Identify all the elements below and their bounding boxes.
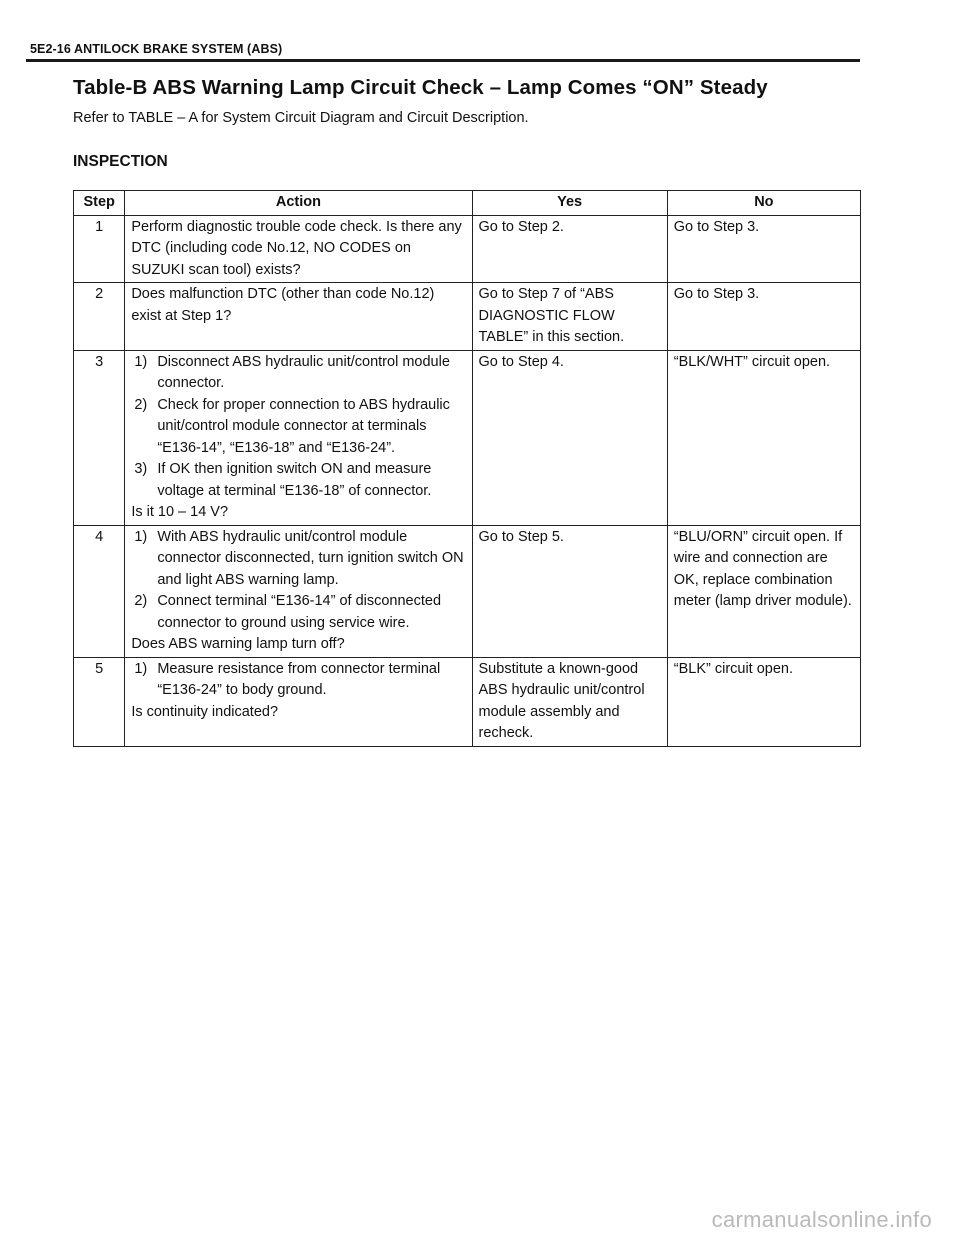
- step-number: 5: [74, 657, 125, 746]
- action-item: [131, 459, 466, 502]
- action-item: [131, 659, 466, 702]
- action-item: [131, 395, 466, 460]
- yes-cell: Go to Step 4.: [472, 350, 667, 525]
- watermark-link[interactable]: carmanualsonline.info: [711, 1207, 932, 1232]
- action-item-text: Disconnect ABS hydraulic unit/control module connector.: [157, 353, 450, 391]
- yes-cell: Go to Step 2.: [472, 215, 667, 283]
- action-item-number: 2): [134, 593, 148, 609]
- action-item-number: 1): [134, 353, 148, 370]
- page-title: Table-B ABS Warning Lamp Circuit Check – Lamp Comes “ON” Steady: [73, 76, 768, 99]
- yes-cell: Substitute a known-good ABS hydraulic unit/control module assembly and recheck.: [472, 657, 667, 746]
- header-yes: Yes: [472, 191, 667, 216]
- header-step: Step: [74, 191, 125, 216]
- section-heading: INSPECTION: [73, 153, 168, 170]
- inspection-table: [73, 190, 861, 747]
- action-question: Perform diagnostic trouble code check. Is there any DTC (including code No.12, NO CODES on SUZUKI scan tool) exists?: [131, 218, 462, 278]
- action-cell: [125, 525, 472, 657]
- no-cell: Go to Step 3.: [667, 283, 860, 351]
- table-header-row: [74, 191, 861, 216]
- action-item-text: If OK then ignition switch ON and measure voltage at terminal “E136-18” of connector.: [157, 461, 432, 499]
- action-cell: [125, 215, 472, 283]
- running-header: 5E2-16 ANTILOCK BRAKE SYSTEM (ABS): [30, 42, 283, 56]
- action-item-text: Check for proper connection to ABS hydraulic unit/control module connector at terminals “E136-14”, “E136-18” and “E136-24”.: [157, 396, 450, 456]
- table-row: [74, 350, 861, 525]
- table-row: [74, 657, 861, 746]
- table-row: [74, 215, 861, 283]
- action-item-number: 2): [134, 396, 148, 413]
- header-rule: [26, 59, 860, 62]
- step-number: 3: [74, 350, 125, 525]
- no-cell: “BLK” circuit open.: [667, 657, 860, 746]
- no-cell: Go to Step 3.: [667, 215, 860, 283]
- action-question: Is continuity indicated?: [131, 703, 279, 720]
- action-question: Does malfunction DTC (other than code No.12) exist at Step 1?: [131, 286, 435, 324]
- action-cell: [125, 657, 472, 746]
- step-number: 4: [74, 525, 125, 657]
- header-action: Action: [125, 191, 472, 216]
- action-item-text: Measure resistance from connector terminal “E136-24” to body ground.: [157, 660, 441, 698]
- intro-text: Refer to TABLE – A for System Circuit Diagram and Circuit Description.: [73, 110, 529, 126]
- no-cell: “BLU/ORN” circuit open. If wire and connection are OK, replace combination meter (lamp driver module).: [667, 525, 860, 657]
- action-cell: [125, 350, 472, 525]
- action-item-number: 1): [134, 528, 148, 545]
- table-row: [74, 283, 861, 351]
- action-item-text: Connect terminal “E136-14” of disconnected connector to ground using service wire.: [157, 593, 442, 631]
- action-item-number: 3): [134, 461, 148, 477]
- step-number: 1: [74, 215, 125, 283]
- yes-cell: Go to Step 5.: [472, 525, 667, 657]
- action-item-number: 1): [134, 660, 148, 677]
- action-item: [131, 527, 466, 592]
- yes-cell: Go to Step 7 of “ABS DIAGNOSTIC FLOW TABLE” in this section.: [472, 283, 667, 351]
- step-number: 2: [74, 283, 125, 351]
- no-cell: “BLK/WHT” circuit open.: [667, 350, 860, 525]
- action-question: Does ABS warning lamp turn off?: [131, 636, 345, 652]
- action-item-text: With ABS hydraulic unit/control module connector disconnected, turn ignition switch ON and light ABS warning lamp.: [157, 528, 464, 588]
- action-cell: [125, 283, 472, 351]
- action-question: Is it 10 – 14 V?: [131, 504, 229, 520]
- action-item: [131, 591, 466, 634]
- table-row: [74, 525, 861, 657]
- header-no: No: [667, 191, 860, 216]
- action-item: [131, 352, 466, 395]
